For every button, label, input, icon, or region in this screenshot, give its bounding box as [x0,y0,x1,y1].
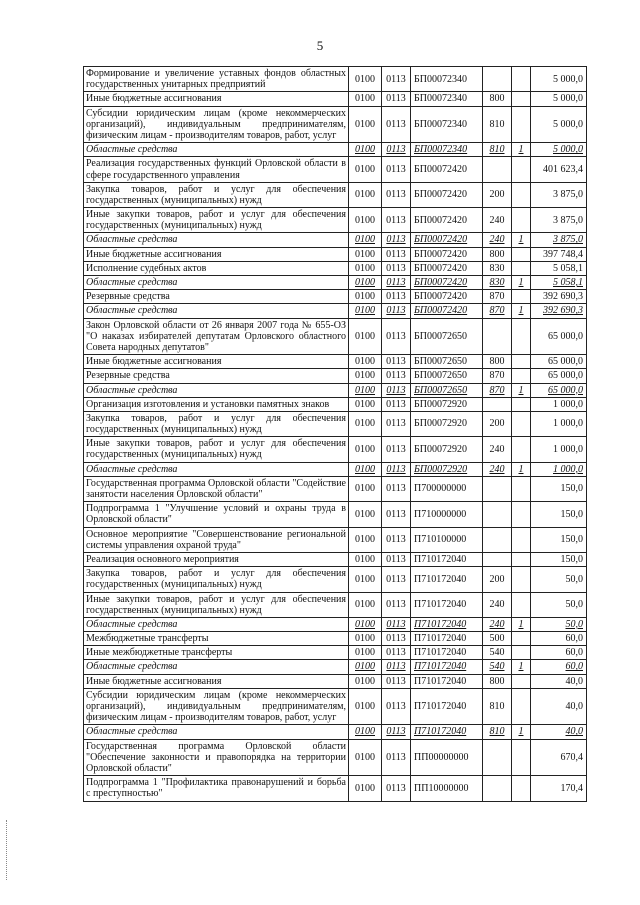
row-vr-cell: 810 [483,143,512,157]
table-row [84,208,587,233]
row-csr-cell: БП00072650 [411,355,483,369]
row-amount-cell: 150,0 [531,476,587,501]
row-amount-cell: 50,0 [531,567,587,592]
row-csr-cell: П710172040 [411,552,483,566]
row-rzpr-cell: 0113 [382,143,411,157]
row-ved-cell: 0100 [349,247,382,261]
row-csr-cell: БП00072420 [411,261,483,275]
row-source-cell [512,567,531,592]
row-csr-cell: БП00072340 [411,67,483,92]
row-source-cell [512,476,531,501]
row-csr-cell: БП00072420 [411,276,483,290]
table-row [84,660,587,674]
table-row [84,247,587,261]
row-source-cell [512,739,531,776]
table-row [84,233,587,247]
row-rzpr-cell: 0113 [382,157,411,182]
row-amount-cell: 150,0 [531,502,587,527]
row-vr-cell: 240 [483,208,512,233]
row-source-cell: 1 [512,725,531,739]
row-amount-cell: 150,0 [531,552,587,566]
row-name-cell: Областные средства [84,143,349,157]
row-source-cell [512,437,531,462]
row-name-cell: Иные межбюджетные трансферты [84,646,349,660]
row-ved-cell: 0100 [349,476,382,501]
row-vr-cell: 500 [483,632,512,646]
row-source-cell [512,318,531,355]
row-amount-cell: 60,0 [531,632,587,646]
row-csr-cell: БП00072420 [411,157,483,182]
table-row [84,592,587,617]
row-name-cell: Закупка товаров, работ и услуг для обеспечения государственных (муниципальных) нужд [84,567,349,592]
row-name-cell: Иные бюджетные ассигнования [84,92,349,106]
row-vr-cell: 830 [483,261,512,275]
row-ved-cell: 0100 [349,660,382,674]
row-csr-cell: БП00072920 [411,397,483,411]
row-rzpr-cell: 0113 [382,776,411,801]
row-source-cell [512,552,531,566]
row-amount-cell: 3 875,0 [531,182,587,207]
row-ved-cell: 0100 [349,739,382,776]
table-row [84,617,587,631]
row-source-cell: 1 [512,276,531,290]
row-name-cell: Областные средства [84,725,349,739]
row-ved-cell: 0100 [349,355,382,369]
row-csr-cell: БП00072420 [411,304,483,318]
row-ved-cell: 0100 [349,318,382,355]
row-amount-cell: 5 058,1 [531,276,587,290]
row-csr-cell: П710172040 [411,660,483,674]
row-vr-cell: 200 [483,182,512,207]
row-rzpr-cell: 0113 [382,247,411,261]
table-row [84,674,587,688]
table-row [84,725,587,739]
row-vr-cell [483,776,512,801]
row-csr-cell: П710100000 [411,527,483,552]
row-ved-cell: 0100 [349,208,382,233]
row-ved-cell: 0100 [349,688,382,725]
row-ved-cell: 0100 [349,369,382,383]
row-rzpr-cell: 0113 [382,304,411,318]
row-source-cell [512,261,531,275]
row-name-cell: Областные средства [84,304,349,318]
row-csr-cell: П710172040 [411,674,483,688]
row-rzpr-cell: 0113 [382,725,411,739]
row-vr-cell [483,739,512,776]
row-csr-cell: БП00072420 [411,182,483,207]
row-ved-cell: 0100 [349,437,382,462]
row-source-cell: 1 [512,304,531,318]
row-rzpr-cell: 0113 [382,476,411,501]
row-source-cell [512,632,531,646]
table-row [84,318,587,355]
row-vr-cell: 240 [483,437,512,462]
row-name-cell: Областные средства [84,276,349,290]
row-name-cell: Государственная программа Орловской области "Обеспечение законности и правопорядка на территории Орловской области" [84,739,349,776]
row-ved-cell: 0100 [349,383,382,397]
row-csr-cell: БП00072420 [411,233,483,247]
row-vr-cell: 810 [483,688,512,725]
row-source-cell [512,355,531,369]
row-amount-cell: 401 623,4 [531,157,587,182]
table-row [84,261,587,275]
row-vr-cell [483,318,512,355]
row-name-cell: Иные бюджетные ассигнования [84,247,349,261]
table-row [84,462,587,476]
row-ved-cell: 0100 [349,567,382,592]
row-source-cell [512,247,531,261]
row-amount-cell: 5 000,0 [531,143,587,157]
row-ved-cell: 0100 [349,261,382,275]
row-rzpr-cell: 0113 [382,92,411,106]
row-amount-cell: 60,0 [531,646,587,660]
row-amount-cell: 5 000,0 [531,106,587,143]
row-vr-cell [483,476,512,501]
row-rzpr-cell: 0113 [382,233,411,247]
row-csr-cell: П710172040 [411,567,483,592]
table-row [84,369,587,383]
row-amount-cell: 40,0 [531,674,587,688]
row-vr-cell: 810 [483,725,512,739]
row-vr-cell: 830 [483,276,512,290]
row-name-cell: Подпрограмма 1 "Профилактика правонарушений и борьба с преступностью" [84,776,349,801]
row-amount-cell: 3 875,0 [531,208,587,233]
row-source-cell [512,208,531,233]
row-csr-cell: П710172040 [411,688,483,725]
row-name-cell: Субсидии юридическим лицам (кроме некоммерческих организаций), индивидуальным предпринимателям, физическим лицам - производителям товаров, работ, услуг [84,106,349,143]
row-ved-cell: 0100 [349,462,382,476]
row-ved-cell: 0100 [349,143,382,157]
row-rzpr-cell: 0113 [382,632,411,646]
row-source-cell: 1 [512,233,531,247]
row-ved-cell: 0100 [349,646,382,660]
row-csr-cell: П710172040 [411,646,483,660]
row-amount-cell: 392 690,3 [531,290,587,304]
row-vr-cell: 870 [483,304,512,318]
table-row [84,739,587,776]
row-source-cell: 1 [512,617,531,631]
row-rzpr-cell: 0113 [382,462,411,476]
row-amount-cell: 65 000,0 [531,355,587,369]
table-row [84,397,587,411]
row-vr-cell [483,527,512,552]
row-ved-cell: 0100 [349,304,382,318]
budget-table [83,66,587,802]
table-row [84,106,587,143]
row-ved-cell: 0100 [349,552,382,566]
row-name-cell: Закупка товаров, работ и услуг для обеспечения государственных (муниципальных) нужд [84,411,349,436]
row-csr-cell: П710172040 [411,617,483,631]
row-amount-cell: 3 875,0 [531,233,587,247]
row-ved-cell: 0100 [349,592,382,617]
row-amount-cell: 1 000,0 [531,411,587,436]
row-rzpr-cell: 0113 [382,290,411,304]
row-amount-cell: 40,0 [531,725,587,739]
row-amount-cell: 392 690,3 [531,304,587,318]
row-source-cell: 1 [512,462,531,476]
row-csr-cell: БП00072920 [411,437,483,462]
row-amount-cell: 5 000,0 [531,92,587,106]
row-name-cell: Подпрограмма 1 "Улучшение условий и охраны труда в Орловской области" [84,502,349,527]
table-row [84,567,587,592]
row-rzpr-cell: 0113 [382,355,411,369]
table-row [84,67,587,92]
row-name-cell: Закупка товаров, работ и услуг для обеспечения государственных (муниципальных) нужд [84,182,349,207]
table-row [84,157,587,182]
row-source-cell [512,527,531,552]
row-vr-cell: 240 [483,617,512,631]
row-rzpr-cell: 0113 [382,617,411,631]
row-amount-cell: 65 000,0 [531,383,587,397]
row-rzpr-cell: 0113 [382,674,411,688]
row-rzpr-cell: 0113 [382,592,411,617]
row-vr-cell: 540 [483,646,512,660]
row-name-cell: Закон Орловской области от 26 января 2007 года № 655-ОЗ "О наказах избирателей депутатам Орловского областного Совета народных депутатов" [84,318,349,355]
row-ved-cell: 0100 [349,776,382,801]
row-rzpr-cell: 0113 [382,182,411,207]
row-ved-cell: 0100 [349,290,382,304]
row-name-cell: Реализация государственных функций Орловской области в сфере государственного управления [84,157,349,182]
row-rzpr-cell: 0113 [382,276,411,290]
row-ved-cell: 0100 [349,92,382,106]
row-amount-cell: 50,0 [531,592,587,617]
row-vr-cell: 240 [483,592,512,617]
row-vr-cell: 800 [483,674,512,688]
row-name-cell: Резервные средства [84,369,349,383]
row-amount-cell: 5 000,0 [531,67,587,92]
row-source-cell [512,67,531,92]
row-vr-cell: 200 [483,411,512,436]
row-vr-cell [483,502,512,527]
row-source-cell [512,397,531,411]
row-rzpr-cell: 0113 [382,106,411,143]
row-amount-cell: 1 000,0 [531,462,587,476]
row-csr-cell: П710000000 [411,502,483,527]
row-csr-cell: БП00072650 [411,369,483,383]
row-vr-cell: 540 [483,660,512,674]
row-rzpr-cell: 0113 [382,318,411,355]
row-source-cell: 1 [512,660,531,674]
row-name-cell: Исполнение судебных актов [84,261,349,275]
row-ved-cell: 0100 [349,157,382,182]
row-csr-cell: ПП10000000 [411,776,483,801]
table-row [84,502,587,527]
row-csr-cell: БП00072920 [411,411,483,436]
row-ved-cell: 0100 [349,67,382,92]
row-ved-cell: 0100 [349,502,382,527]
row-rzpr-cell: 0113 [382,67,411,92]
row-source-cell [512,92,531,106]
row-name-cell: Областные средства [84,617,349,631]
table-row [84,92,587,106]
row-amount-cell: 397 748,4 [531,247,587,261]
margin-dots [6,820,11,880]
row-vr-cell: 800 [483,247,512,261]
row-rzpr-cell: 0113 [382,369,411,383]
row-ved-cell: 0100 [349,527,382,552]
row-rzpr-cell: 0113 [382,437,411,462]
table-row [84,646,587,660]
row-name-cell: Областные средства [84,462,349,476]
row-source-cell [512,369,531,383]
row-csr-cell: П710172040 [411,592,483,617]
row-amount-cell: 40,0 [531,688,587,725]
row-csr-cell: БП00072420 [411,208,483,233]
row-ved-cell: 0100 [349,106,382,143]
row-csr-cell: БП00072650 [411,318,483,355]
row-csr-cell: БП00072340 [411,143,483,157]
row-csr-cell: БП00072650 [411,383,483,397]
row-vr-cell [483,157,512,182]
row-vr-cell: 240 [483,462,512,476]
row-source-cell [512,646,531,660]
row-name-cell: Иные закупки товаров, работ и услуг для обеспечения государственных (муниципальных) нужд [84,437,349,462]
row-ved-cell: 0100 [349,397,382,411]
row-source-cell [512,688,531,725]
row-csr-cell: БП00072340 [411,92,483,106]
row-amount-cell: 670,4 [531,739,587,776]
table-row [84,527,587,552]
row-amount-cell: 50,0 [531,617,587,631]
row-rzpr-cell: 0113 [382,383,411,397]
row-ved-cell: 0100 [349,411,382,436]
row-amount-cell: 65 000,0 [531,369,587,383]
table-row [84,632,587,646]
row-csr-cell: БП00072420 [411,290,483,304]
row-rzpr-cell: 0113 [382,646,411,660]
row-ved-cell: 0100 [349,617,382,631]
row-source-cell [512,157,531,182]
table-row [84,383,587,397]
row-rzpr-cell: 0113 [382,660,411,674]
row-rzpr-cell: 0113 [382,208,411,233]
row-csr-cell: П700000000 [411,476,483,501]
row-vr-cell [483,397,512,411]
row-source-cell [512,674,531,688]
row-source-cell [512,106,531,143]
row-source-cell: 1 [512,143,531,157]
row-name-cell: Областные средства [84,383,349,397]
table-row [84,276,587,290]
table-row [84,355,587,369]
row-rzpr-cell: 0113 [382,527,411,552]
row-vr-cell: 200 [483,567,512,592]
table-row [84,411,587,436]
page-number: 5 [316,38,324,53]
row-csr-cell: ПП00000000 [411,739,483,776]
row-amount-cell: 1 000,0 [531,437,587,462]
row-ved-cell: 0100 [349,276,382,290]
row-name-cell: Иные бюджетные ассигнования [84,355,349,369]
table-row [84,290,587,304]
row-name-cell: Иные бюджетные ассигнования [84,674,349,688]
row-amount-cell: 170,4 [531,776,587,801]
row-vr-cell: 870 [483,383,512,397]
row-csr-cell: П710172040 [411,725,483,739]
row-vr-cell: 800 [483,92,512,106]
row-vr-cell: 240 [483,233,512,247]
row-source-cell: 1 [512,383,531,397]
row-vr-cell: 800 [483,355,512,369]
row-source-cell [512,411,531,436]
table-row [84,476,587,501]
row-rzpr-cell: 0113 [382,688,411,725]
row-rzpr-cell: 0113 [382,261,411,275]
table-row [84,688,587,725]
row-name-cell: Организация изготовления и установки памятных знаков [84,397,349,411]
row-source-cell [512,502,531,527]
row-csr-cell: БП00072920 [411,462,483,476]
row-name-cell: Межбюджетные трансферты [84,632,349,646]
row-source-cell [512,290,531,304]
row-name-cell: Областные средства [84,233,349,247]
row-csr-cell: БП00072420 [411,247,483,261]
row-name-cell: Областные средства [84,660,349,674]
row-name-cell: Основное мероприятие "Совершенствование региональной системы управления охраной труда" [84,527,349,552]
row-rzpr-cell: 0113 [382,567,411,592]
row-ved-cell: 0100 [349,182,382,207]
table-row [84,182,587,207]
row-csr-cell: БП00072340 [411,106,483,143]
row-vr-cell [483,67,512,92]
row-source-cell [512,592,531,617]
row-amount-cell: 5 058,1 [531,261,587,275]
row-amount-cell: 150,0 [531,527,587,552]
row-rzpr-cell: 0113 [382,552,411,566]
row-csr-cell: П710172040 [411,632,483,646]
row-ved-cell: 0100 [349,632,382,646]
row-source-cell [512,776,531,801]
row-vr-cell [483,552,512,566]
row-rzpr-cell: 0113 [382,502,411,527]
table-row [84,437,587,462]
row-ved-cell: 0100 [349,233,382,247]
row-name-cell: Формирование и увеличение уставных фондов областных государственных унитарных предприятий [84,67,349,92]
row-source-cell [512,182,531,207]
row-name-cell: Резервные средства [84,290,349,304]
row-ved-cell: 0100 [349,725,382,739]
row-rzpr-cell: 0113 [382,397,411,411]
row-name-cell: Иные закупки товаров, работ и услуг для обеспечения государственных (муниципальных) нужд [84,208,349,233]
table-row [84,143,587,157]
row-rzpr-cell: 0113 [382,411,411,436]
table-row [84,776,587,801]
row-amount-cell: 1 000,0 [531,397,587,411]
table-body [84,67,587,802]
row-amount-cell: 60,0 [531,660,587,674]
row-name-cell: Иные закупки товаров, работ и услуг для обеспечения государственных (муниципальных) нужд [84,592,349,617]
row-vr-cell: 870 [483,290,512,304]
row-name-cell: Реализация основного мероприятия [84,552,349,566]
table-row [84,304,587,318]
row-vr-cell: 870 [483,369,512,383]
row-name-cell: Субсидии юридическим лицам (кроме некоммерческих организаций), индивидуальным предпринимателям, физическим лицам - производителям товаров, работ, услуг [84,688,349,725]
row-rzpr-cell: 0113 [382,739,411,776]
row-name-cell: Государственная программа Орловской области "Содействие занятости населения Орловской области" [84,476,349,501]
row-ved-cell: 0100 [349,674,382,688]
row-vr-cell: 810 [483,106,512,143]
table-row [84,552,587,566]
row-amount-cell: 65 000,0 [531,318,587,355]
